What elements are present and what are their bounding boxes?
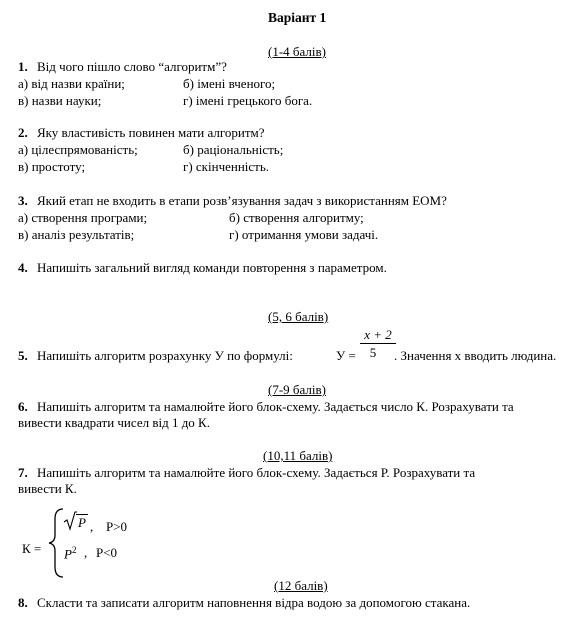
formula-lhs: У = xyxy=(336,348,356,363)
question-7-cont: вивести К. xyxy=(18,481,77,496)
section-header-4: (10,11 балів) xyxy=(263,448,333,463)
question-4 xyxy=(18,260,387,275)
question-number: 5. xyxy=(18,348,28,363)
option-d: г) скінченність. xyxy=(183,159,270,174)
option-c: в) аналіз результатів; xyxy=(18,227,135,242)
option-c: в) назви науки; xyxy=(18,93,102,108)
section-header-5: (12 балів) xyxy=(274,578,328,593)
option-a: а) створення програми; xyxy=(18,210,148,225)
case2-condition: P<0 xyxy=(96,545,118,560)
question-6-cont: вивести квадрати чисел від 1 до К. xyxy=(18,415,210,430)
option-d: г) імені грецького бога. xyxy=(183,93,313,108)
question-text: Скласти та записати алгоритм наповнення відра водою за допомогою стакана. xyxy=(37,595,471,610)
question-number: 8. xyxy=(18,595,28,610)
question-number: 4. xyxy=(18,260,28,275)
section-header-2: (5, 6 балів) xyxy=(268,309,329,324)
question-text: Напишіть алгоритм та намалюйте його блок-схему. Задається число К. Розрахувати та xyxy=(37,399,514,414)
question-number: 3. xyxy=(18,193,28,208)
question-2 xyxy=(18,125,265,140)
option-a: а) цілеспрямованість; xyxy=(18,142,138,157)
question-text: Яку властивість повинен мати алгоритм? xyxy=(37,125,265,140)
option-c: в) простоту; xyxy=(18,159,86,174)
option-d: г) отримання умови задачі. xyxy=(229,227,379,242)
question-text: Напишіть алгоритм розрахунку У по формулі: xyxy=(37,348,293,363)
section-header-3: (7-9 балів) xyxy=(268,382,326,397)
fraction-denominator: 5 xyxy=(369,345,377,360)
sqrt-icon xyxy=(63,511,77,531)
question-5 xyxy=(18,348,293,363)
case2-expr: $P^2$ xyxy=(64,545,77,562)
option-a: а) від назви країни; xyxy=(18,76,125,91)
case1-comma: , xyxy=(90,519,94,534)
option-b: б) раціональність; xyxy=(183,142,284,157)
question-number: 1. xyxy=(18,59,28,74)
question-number: 2. xyxy=(18,125,28,140)
case1-radicand: P xyxy=(78,515,86,530)
question-text: Напишіть алгоритм та намалюйте його блок-схему. Задається Р. Розрахувати та xyxy=(37,465,476,480)
question-8 xyxy=(18,595,470,610)
fraction-bar xyxy=(360,343,396,344)
question-text: Від чого пішло слово “алгоритм”? xyxy=(37,59,227,74)
page-title: Варіант 1 xyxy=(268,10,327,25)
question-1 xyxy=(18,59,227,74)
question-3 xyxy=(18,193,447,208)
option-b: б) імені вченого; xyxy=(183,76,276,91)
formula-note: . Значення x вводить людина. xyxy=(394,348,557,363)
question-text: Який етап не входить в етапи розв’язування задач з використанням ЕОМ? xyxy=(37,193,447,208)
case2-comma: , xyxy=(84,545,88,560)
option-b: б) створення алгоритму; xyxy=(229,210,364,225)
case1-condition: P>0 xyxy=(106,519,128,534)
section-header-1: (1-4 балів) xyxy=(268,44,326,59)
fraction-numerator: x + 2 xyxy=(364,327,392,342)
question-6 xyxy=(18,399,514,414)
question-7 xyxy=(18,465,475,480)
k-lhs: К = xyxy=(22,541,42,556)
question-number: 7. xyxy=(18,465,28,480)
question-text: Напишіть загальний вигляд команди повторення з параметром. xyxy=(37,260,387,275)
question-number: 6. xyxy=(18,399,28,414)
